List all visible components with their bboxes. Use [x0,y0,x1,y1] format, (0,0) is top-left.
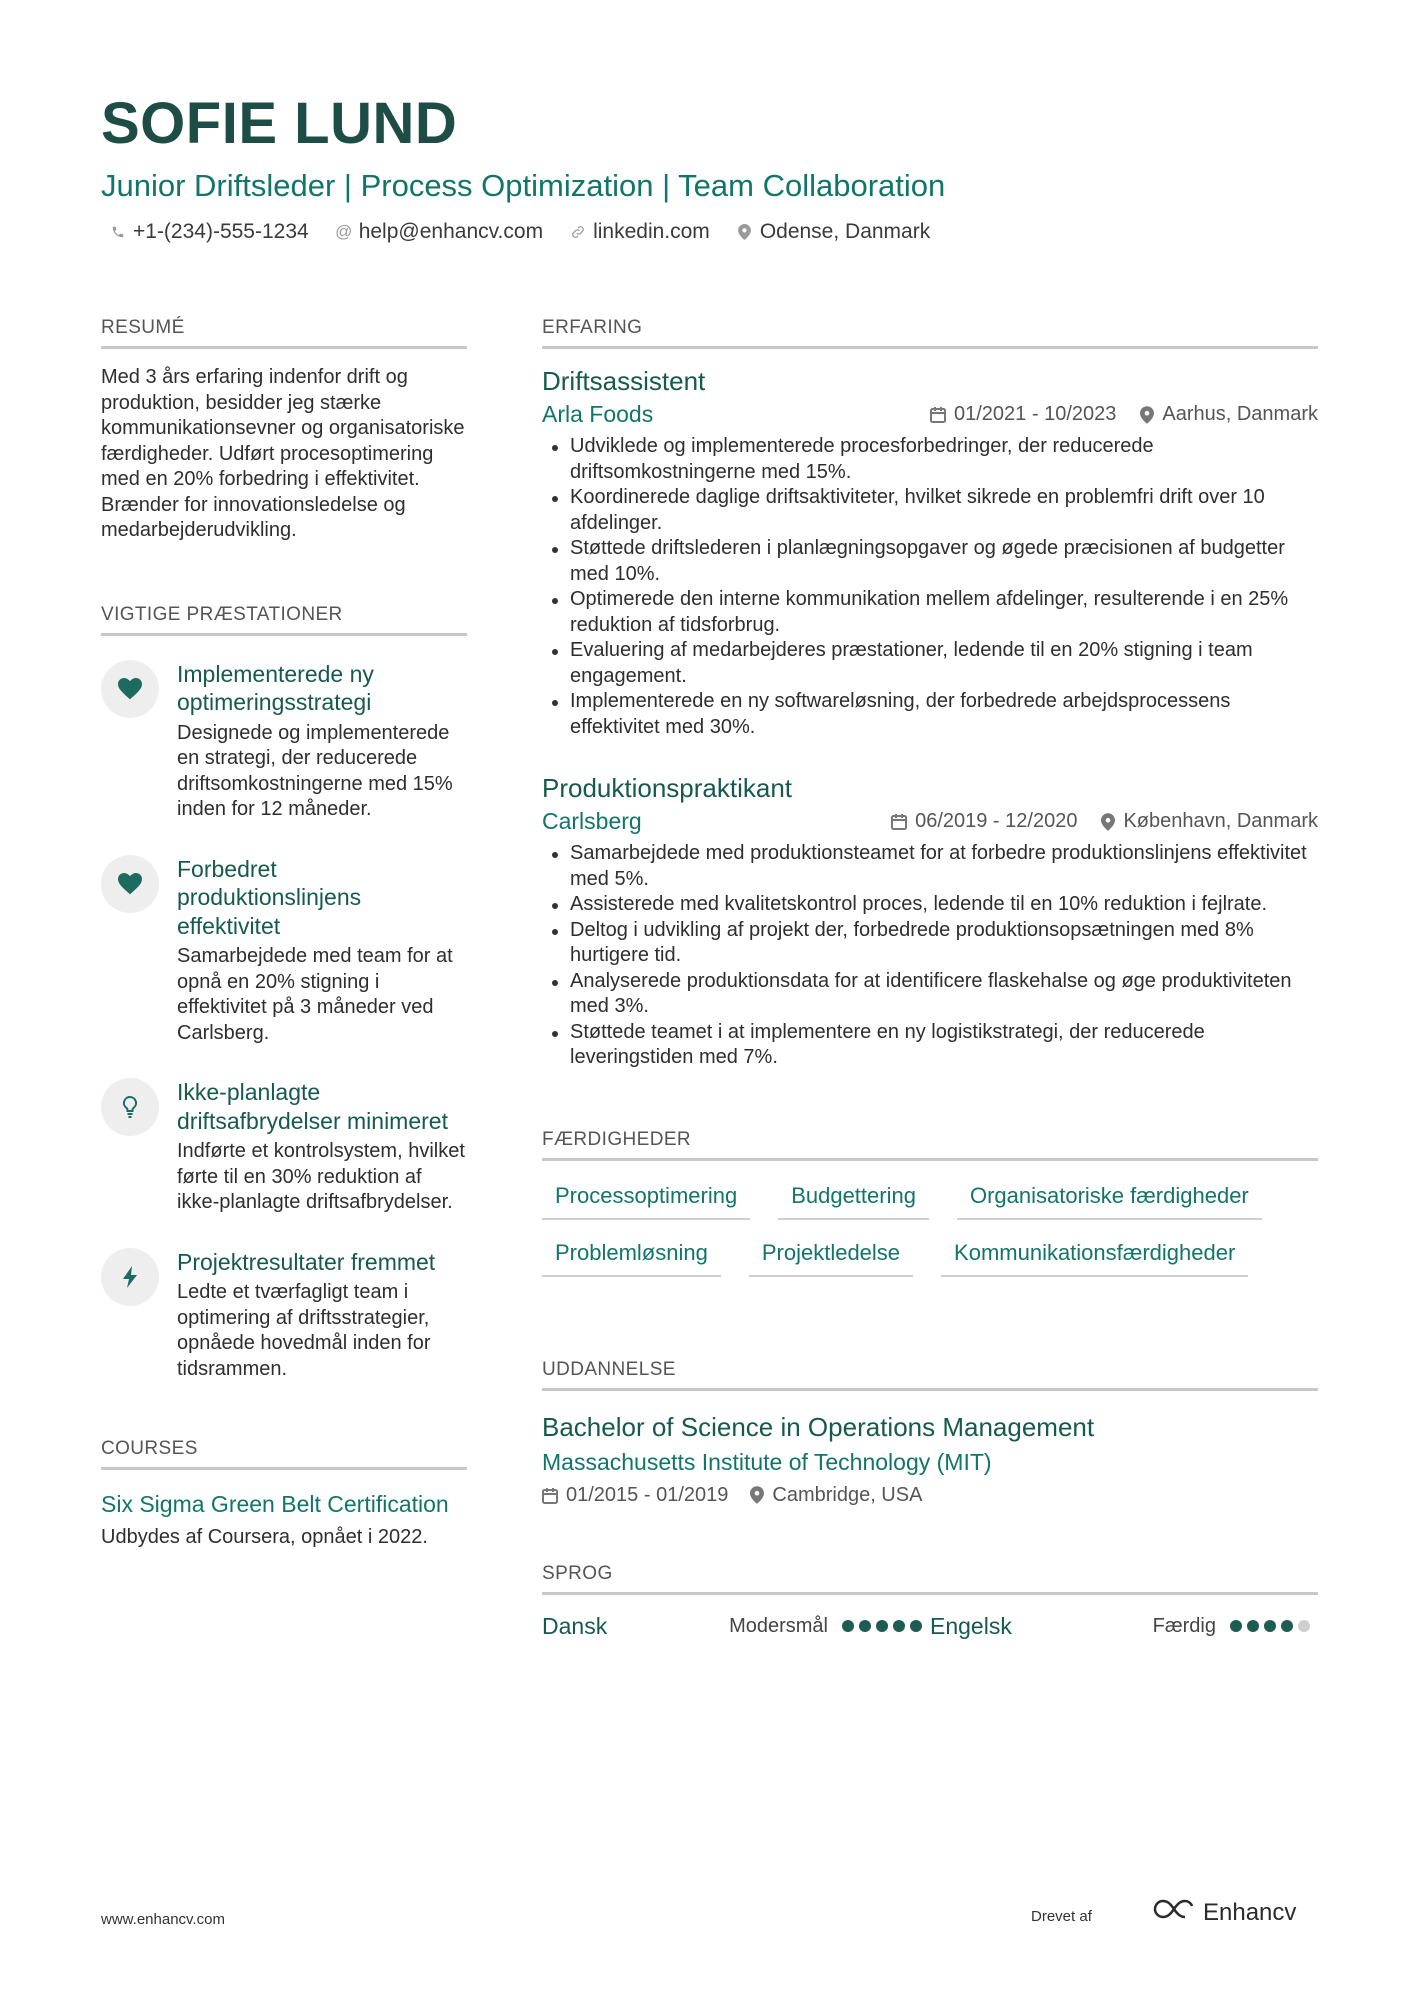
language-rating [1230,1620,1310,1632]
language-level: Modersmål [729,1614,828,1637]
calendar-icon [891,813,907,830]
course-desc: Udbydes af Coursera, opnået i 2022. [101,1525,428,1548]
rating-dot [876,1620,888,1632]
job-bullet: Samarbejdede med produktionsteamet for at forbedre produktionslinjens effektivitet med 5%. [548,841,1318,892]
phone-icon [109,225,127,239]
at-icon: @ [335,222,353,241]
edu-school: Massachusetts Institute of Technology (MIT) [542,1448,992,1475]
courses-section [101,1438,467,1550]
location-icon [1140,406,1154,424]
location-icon [736,224,754,240]
rating-dot [1281,1620,1293,1632]
job-title: Driftsassistent [542,366,706,396]
edu-meta [542,1484,1318,1507]
achievement-desc: Designede og implementerede en strategi, der reducerede driftsomkostningerne med 15% inden for 12 måneder. [177,721,453,820]
contact-phone [109,220,309,244]
job-bullet: Optimerede den interne kommunikation mellem afdelinger, resulterende i en 25% reduktion af tidsforbrug. [548,587,1318,638]
calendar-icon [542,1487,558,1504]
courses-heading: COURSES [101,1438,467,1470]
rating-dot [1298,1620,1310,1632]
job-bullets [542,434,1318,740]
heart-icon [101,855,159,913]
languages-heading: SPROG [542,1563,1318,1595]
skill-tag: Organisatoriske færdigheder [957,1177,1262,1220]
brand-logo[interactable] [1151,1897,1296,1928]
lightbulb-icon [101,1078,159,1136]
languages-list [542,1613,1318,1640]
achievement-title: Forbedret produktionslinjens effektivitet [177,855,362,939]
candidate-title: Junior Driftsleder | Process Optimization | Team Collaboration [101,168,946,203]
contact-linkedin[interactable] [569,220,710,244]
languages-section [542,1563,1318,1640]
contact-phone-text: +1-(234)-555-1234 [133,220,309,243]
contact-list [101,220,1321,244]
contact-email-text[interactable]: help@enhancv.com [358,220,544,243]
job-company: Carlsberg [542,808,642,834]
experience-heading: ERFARING [542,317,1318,349]
rating-dot [893,1620,905,1632]
job-bullet: Implementerede en ny softwareløsning, der forbedrede arbejdsprocessens effektivitet med 30%. [548,689,1318,740]
right-column [542,317,1318,1640]
contact-location [736,220,930,244]
contact-linkedin-text[interactable]: linkedin.com [593,220,710,243]
link-icon [569,224,587,240]
bolt-icon [101,1248,159,1306]
rating-dot [910,1620,922,1632]
left-column [101,317,467,1550]
job-entry [542,772,1318,1071]
job-location: København, Danmark [1123,810,1318,832]
skill-tag: Processoptimering [542,1177,750,1220]
language-name: Engelsk [930,1612,1012,1639]
skills-list [542,1177,1302,1277]
job-meta [542,401,1318,428]
job-company: Arla Foods [542,401,654,427]
language-rating [842,1620,922,1632]
job-bullet: Evaluering af medarbejderes præstationer, ledende til en 20% stigning i team engagement. [548,638,1318,689]
edu-location: Cambridge, USA [772,1483,923,1506]
edu-degree: Bachelor of Science in Operations Management [542,1411,1095,1442]
achievement-item [101,855,467,1047]
language-level: Færdig [1152,1614,1216,1637]
language-item [542,1613,930,1640]
job-bullet: Støttede driftslederen i planlægningsopgaver og øgede præcisionen af budgetter med 10%. [548,536,1318,587]
infinity-icon [1151,1897,1197,1928]
achievement-title: Ikke-planlagte driftsafbrydelser minimeret [177,1079,448,1134]
job-bullet: Koordinerede daglige driftsaktiviteter, hvilket sikrede en problemfri drift over 10 afdelinger. [548,485,1318,536]
rating-dot [842,1620,854,1632]
experience-section [542,317,1318,1071]
education-heading: UDDANNELSE [542,1359,1318,1391]
summary-text: Med 3 års erfaring indenfor drift og produktion, besidder jeg stærke kommunikationsevner og organisatoriske færdigheder. Udført procesoptimering med en 20% forbedring i effektivitet. Brænder for innovationsledelse og medarbejderudvikling. [101,366,465,541]
achievement-item [101,1248,467,1383]
edu-dates: 01/2015 - 01/2019 [566,1483,729,1506]
skill-tag: Kommunikationsfærdigheder [941,1234,1248,1277]
summary-heading: RESUMÉ [101,317,467,349]
achievements-section [101,604,467,1383]
achievement-item [101,660,467,823]
job-bullet: Analyserede produktionsdata for at identificere flaskehalse og øge produktiviteten med 3%. [548,969,1318,1020]
contact-email[interactable] [335,220,543,244]
job-bullet: Deltog i udvikling af projekt der, forbedrede produktionsopsætningen med 8% hurtigere tid. [548,918,1318,969]
language-name: Dansk [542,1612,608,1639]
heart-icon [101,660,159,718]
calendar-icon [930,406,946,423]
job-bullets [542,841,1318,1071]
job-location: Aarhus, Danmark [1162,403,1318,425]
language-item [930,1613,1318,1640]
achievement-title: Projektresultater fremmet [177,1248,436,1275]
location-icon [750,1486,764,1504]
job-entry [542,365,1318,740]
rating-dot [1264,1620,1276,1632]
location-icon [1101,813,1115,831]
achievements-heading: VIGTIGE PRÆSTATIONER [101,604,467,636]
skill-tag: Projektledelse [749,1234,913,1277]
job-bullet: Udviklede og implementerede procesforbedringer, der reducerede driftsomkostningerne med 15%. [548,434,1318,485]
contact-location-text: Odense, Danmark [759,220,931,243]
achievement-desc: Indførte et kontrolsystem, hvilket førte til en 30% reduktion af ikke-planlagte driftsafbrydelser. [177,1140,465,1213]
course-title: Six Sigma Green Belt Certification [101,1491,449,1517]
job-title: Produktionspraktikant [542,773,793,803]
skill-tag: Problemløsning [542,1234,721,1277]
education-section [542,1359,1318,1507]
job-bullet: Assisterede med kvalitetskontrol proces, ledende til en 10% reduktion i fejlrate. [548,892,1318,918]
resume-header [101,88,1321,244]
achievement-desc: Samarbejdede med team for at opnå en 20% stigning i effektivitet på 3 måneder ved Carlsberg. [177,945,453,1044]
skills-heading: FÆRDIGHEDER [542,1129,1318,1161]
rating-dot [859,1620,871,1632]
job-meta [542,808,1318,835]
rating-dot [1230,1620,1242,1632]
achievement-desc: Ledte et tværfagligt team i optimering af driftsstrategier, opnåede hovedmål inden for tidsrammen. [177,1281,431,1380]
powered-by-label: Drevet af [1031,1908,1092,1925]
brand-name: Enhancv [1203,1898,1297,1926]
rating-dot [1247,1620,1259,1632]
job-bullet: Støttede teamet i at implementere en ny logistikstrategi, der reducerede leveringstiden med 7%. [548,1020,1318,1071]
job-dates: 06/2019 - 12/2020 [915,810,1078,832]
footer-url[interactable]: www.enhancv.com [101,1911,225,1928]
achievement-title: Implementerede ny optimeringsstrategi [177,660,374,715]
job-dates: 01/2021 - 10/2023 [954,403,1117,425]
achievement-item [101,1078,467,1216]
skills-section [542,1129,1318,1277]
skill-tag: Budgettering [778,1177,929,1220]
candidate-name: SOFIE LUND [101,91,458,156]
summary-section [101,317,467,544]
